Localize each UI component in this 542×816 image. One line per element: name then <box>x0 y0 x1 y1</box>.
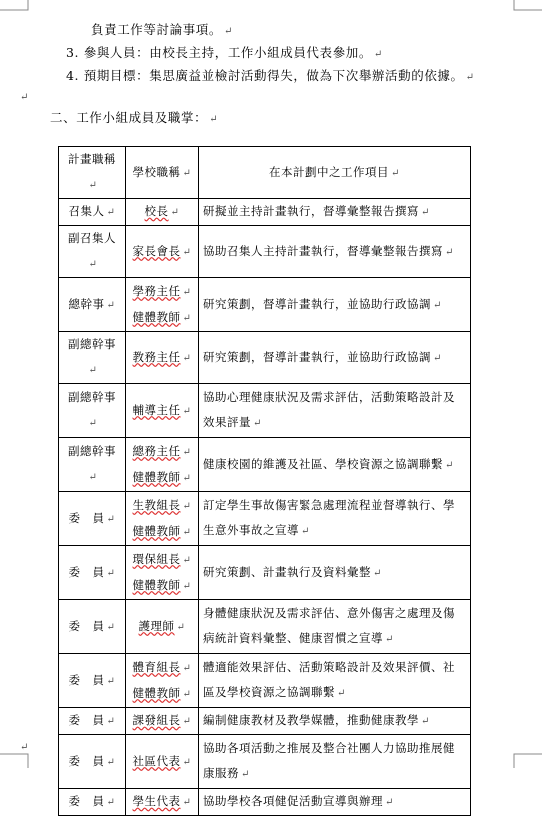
table-row <box>59 278 471 332</box>
cell-work-item: 研究策劃、計畫執行及資料彙整 ↵ <box>199 546 471 600</box>
school-title-line: 環保組長 ↵ <box>132 551 192 566</box>
section-heading-text: 二、工作小組成員及職掌： <box>50 110 208 125</box>
table-row <box>59 789 471 816</box>
school-title-line: 健體教師 ↵ <box>132 469 192 484</box>
cell-mark-icon: ↵ <box>106 513 116 525</box>
school-title-line: 健體教師 ↵ <box>132 685 192 700</box>
cell-mark-icon: ↵ <box>106 675 116 687</box>
school-title-line: 總務主任 ↵ <box>132 443 192 458</box>
cell-plan-role: 委 員 ↵ <box>59 546 126 600</box>
cell-work-item: 協助心理健康狀況及需求評估，活動策略設計及效果評量 ↵ <box>199 384 471 438</box>
section-heading <box>50 110 218 128</box>
cell-school-title <box>126 492 199 546</box>
table-row <box>59 546 471 600</box>
school-title-line: 生教組長 ↵ <box>132 497 192 512</box>
cell-work-item: 協助各項活動之推展及整合社團人力協助推展健康服務 ↵ <box>199 735 471 789</box>
cell-work-item: 身體健康狀況及需求評估、意外傷害之處理及傷病統計資料彙整、健康習慣之宣導 ↵ <box>199 600 471 654</box>
cell-mark-icon: ↵ <box>88 259 98 270</box>
cell-school-title <box>126 789 199 816</box>
cell-school-title <box>126 735 199 789</box>
cell-mark-icon: ↵ <box>106 621 116 633</box>
school-title-line: 社區代表 ↵ <box>132 753 192 768</box>
cell-mark-icon: ↵ <box>241 769 250 780</box>
cell-mark-icon: ↵ <box>106 299 116 311</box>
cell-mark-icon: ↵ <box>433 352 442 364</box>
school-title-line: 學生代表 ↵ <box>132 794 192 808</box>
cell-plan-role: 委 員 ↵ <box>59 789 126 816</box>
list-item-4-number: 4. <box>66 68 80 83</box>
header-cell-task: 在本計劃中之工作項目 ↵ <box>199 147 471 199</box>
school-title-line: 健體教師 ↵ <box>132 309 192 324</box>
school-title-line: 課發組長 ↵ <box>132 713 192 727</box>
school-title-line: 家長會長 ↵ <box>132 243 192 258</box>
table-row <box>59 708 471 735</box>
cell-school-title <box>126 438 199 492</box>
cell-mark-icon: ↵ <box>421 207 430 218</box>
cell-plan-role: 副總幹事↵ <box>59 384 126 438</box>
cell-plan-role: 總幹事 ↵ <box>59 278 126 332</box>
text-line-1 <box>91 22 233 40</box>
cell-mark-icon: ↵ <box>433 299 442 311</box>
cell-plan-role: 召集人 ↵ <box>59 199 126 226</box>
cell-mark-icon: ↵ <box>253 418 262 429</box>
header-cell-job: 學校職稱 ↵ <box>126 147 199 199</box>
cell-mark-icon: ↵ <box>373 567 382 579</box>
paragraph-mark-icon: ↵ <box>373 49 383 60</box>
cell-work-item: 健康校園的維護及社區、學校資源之協調聯繫 ↵ <box>199 438 471 492</box>
crop-mark-bottom-right <box>512 740 542 768</box>
cell-school-title <box>126 384 199 438</box>
table-row <box>59 199 471 226</box>
cell-work-item: 研究策劃，督導計畫執行，並協助行政協調 ↵ <box>199 278 471 332</box>
cell-school-title <box>126 199 199 226</box>
cell-work-item: 訂定學生事故傷害緊急處理流程並督導執行、學生意外事故之宣導 ↵ <box>199 492 471 546</box>
cell-work-item: 研擬並主持計畫執行，督導彙整報告撰寫 ↵ <box>199 199 471 226</box>
list-item-3 <box>66 45 383 63</box>
cell-mark-icon: ↵ <box>106 756 116 768</box>
cell-mark-icon: ↵ <box>445 459 454 471</box>
crop-mark-top-left <box>0 0 30 20</box>
school-title-line: 健體教師 ↵ <box>132 523 192 538</box>
line-1-text: 負責工作等討論事項。 <box>91 22 223 37</box>
header-cell-role: 計畫職稱↵ <box>59 147 126 199</box>
table-row <box>59 438 471 492</box>
cell-work-item: 協助召集人主持計畫執行，督導彙整報告撰寫 ↵ <box>199 226 471 278</box>
duty-table <box>58 146 471 816</box>
cell-school-title <box>126 546 199 600</box>
cell-work-item: 協助學校各項健促活動宣導與辦理 ↵ <box>199 789 471 816</box>
paragraph-mark-icon: ↵ <box>209 114 219 125</box>
crop-mark-top-right <box>512 0 542 20</box>
paragraph-mark-icon: ↵ <box>20 742 29 753</box>
school-title-line: 校長 ↵ <box>144 204 180 218</box>
cell-plan-role: 委 員 ↵ <box>59 708 126 735</box>
cell-plan-role: 委 員 ↵ <box>59 600 126 654</box>
school-title-line: 護理師 ↵ <box>138 618 186 633</box>
cell-mark-icon: ↵ <box>106 207 116 218</box>
cell-plan-role: 委 員 ↵ <box>59 654 126 708</box>
paragraph-mark-icon: ↵ <box>224 26 233 37</box>
paragraph-mark-icon: ↵ <box>20 92 29 103</box>
cell-plan-role: 委 員 ↵ <box>59 735 126 789</box>
school-title-line: 教務主任 ↵ <box>132 349 192 364</box>
paragraph-mark-icon: ↵ <box>465 72 475 83</box>
list-item-3-number: 3. <box>66 45 80 60</box>
cell-mark-icon: ↵ <box>106 716 116 727</box>
cell-plan-role: 副總幹事↵ <box>59 332 126 384</box>
table-row <box>59 226 471 278</box>
school-title-line: 健體教師 ↵ <box>132 577 192 592</box>
table-header-row <box>59 147 471 199</box>
table-row <box>59 735 471 789</box>
school-title-line: 輔導主任 ↵ <box>132 402 192 417</box>
cell-plan-role: 副總幹事↵ <box>59 438 126 492</box>
cell-school-title <box>126 278 199 332</box>
cell-work-item: 體適能效果評估、活動策略設計及效果評價、社區及學校資源之協調聯繫 ↵ <box>199 654 471 708</box>
cell-school-title <box>126 600 199 654</box>
table-row <box>59 654 471 708</box>
list-item-3-text: 參與人員：由校長主持，工作小組成員代表參加。 <box>83 45 372 60</box>
cell-mark-icon: ↵ <box>385 797 394 808</box>
cell-mark-icon: ↵ <box>88 418 98 429</box>
table-row <box>59 384 471 438</box>
cell-mark-icon: ↵ <box>337 688 346 699</box>
table-row <box>59 600 471 654</box>
table-row <box>59 492 471 546</box>
cell-school-title <box>126 332 199 384</box>
cell-mark-icon: ↵ <box>106 567 116 579</box>
cell-mark-icon: ↵ <box>301 526 310 537</box>
list-item-4-text: 預期目標：集思廣益並檢討活動得失，做為下次舉辦活動的依據。 <box>83 68 464 83</box>
cell-work-item: 編制健康教材及教學媒體，推動健康教學 ↵ <box>199 708 471 735</box>
cell-mark-icon: ↵ <box>88 472 98 483</box>
cell-mark-icon: ↵ <box>106 797 116 808</box>
cell-mark-icon: ↵ <box>421 716 430 727</box>
cell-mark-icon: ↵ <box>88 365 98 376</box>
school-title-line: 學務主任 ↵ <box>132 283 192 298</box>
list-item-4 <box>66 68 475 86</box>
school-title-line: 體育組長 ↵ <box>132 659 192 674</box>
table-row <box>59 332 471 384</box>
cell-school-title <box>126 654 199 708</box>
cell-school-title <box>126 708 199 735</box>
cell-mark-icon: ↵ <box>385 634 394 645</box>
cell-plan-role: 委 員 ↵ <box>59 492 126 546</box>
cell-work-item: 研究策劃，督導計畫執行，並協助行政協調 ↵ <box>199 332 471 384</box>
cell-mark-icon: ↵ <box>445 246 454 258</box>
cell-plan-role: 副召集人↵ <box>59 226 126 278</box>
cell-school-title <box>126 226 199 278</box>
